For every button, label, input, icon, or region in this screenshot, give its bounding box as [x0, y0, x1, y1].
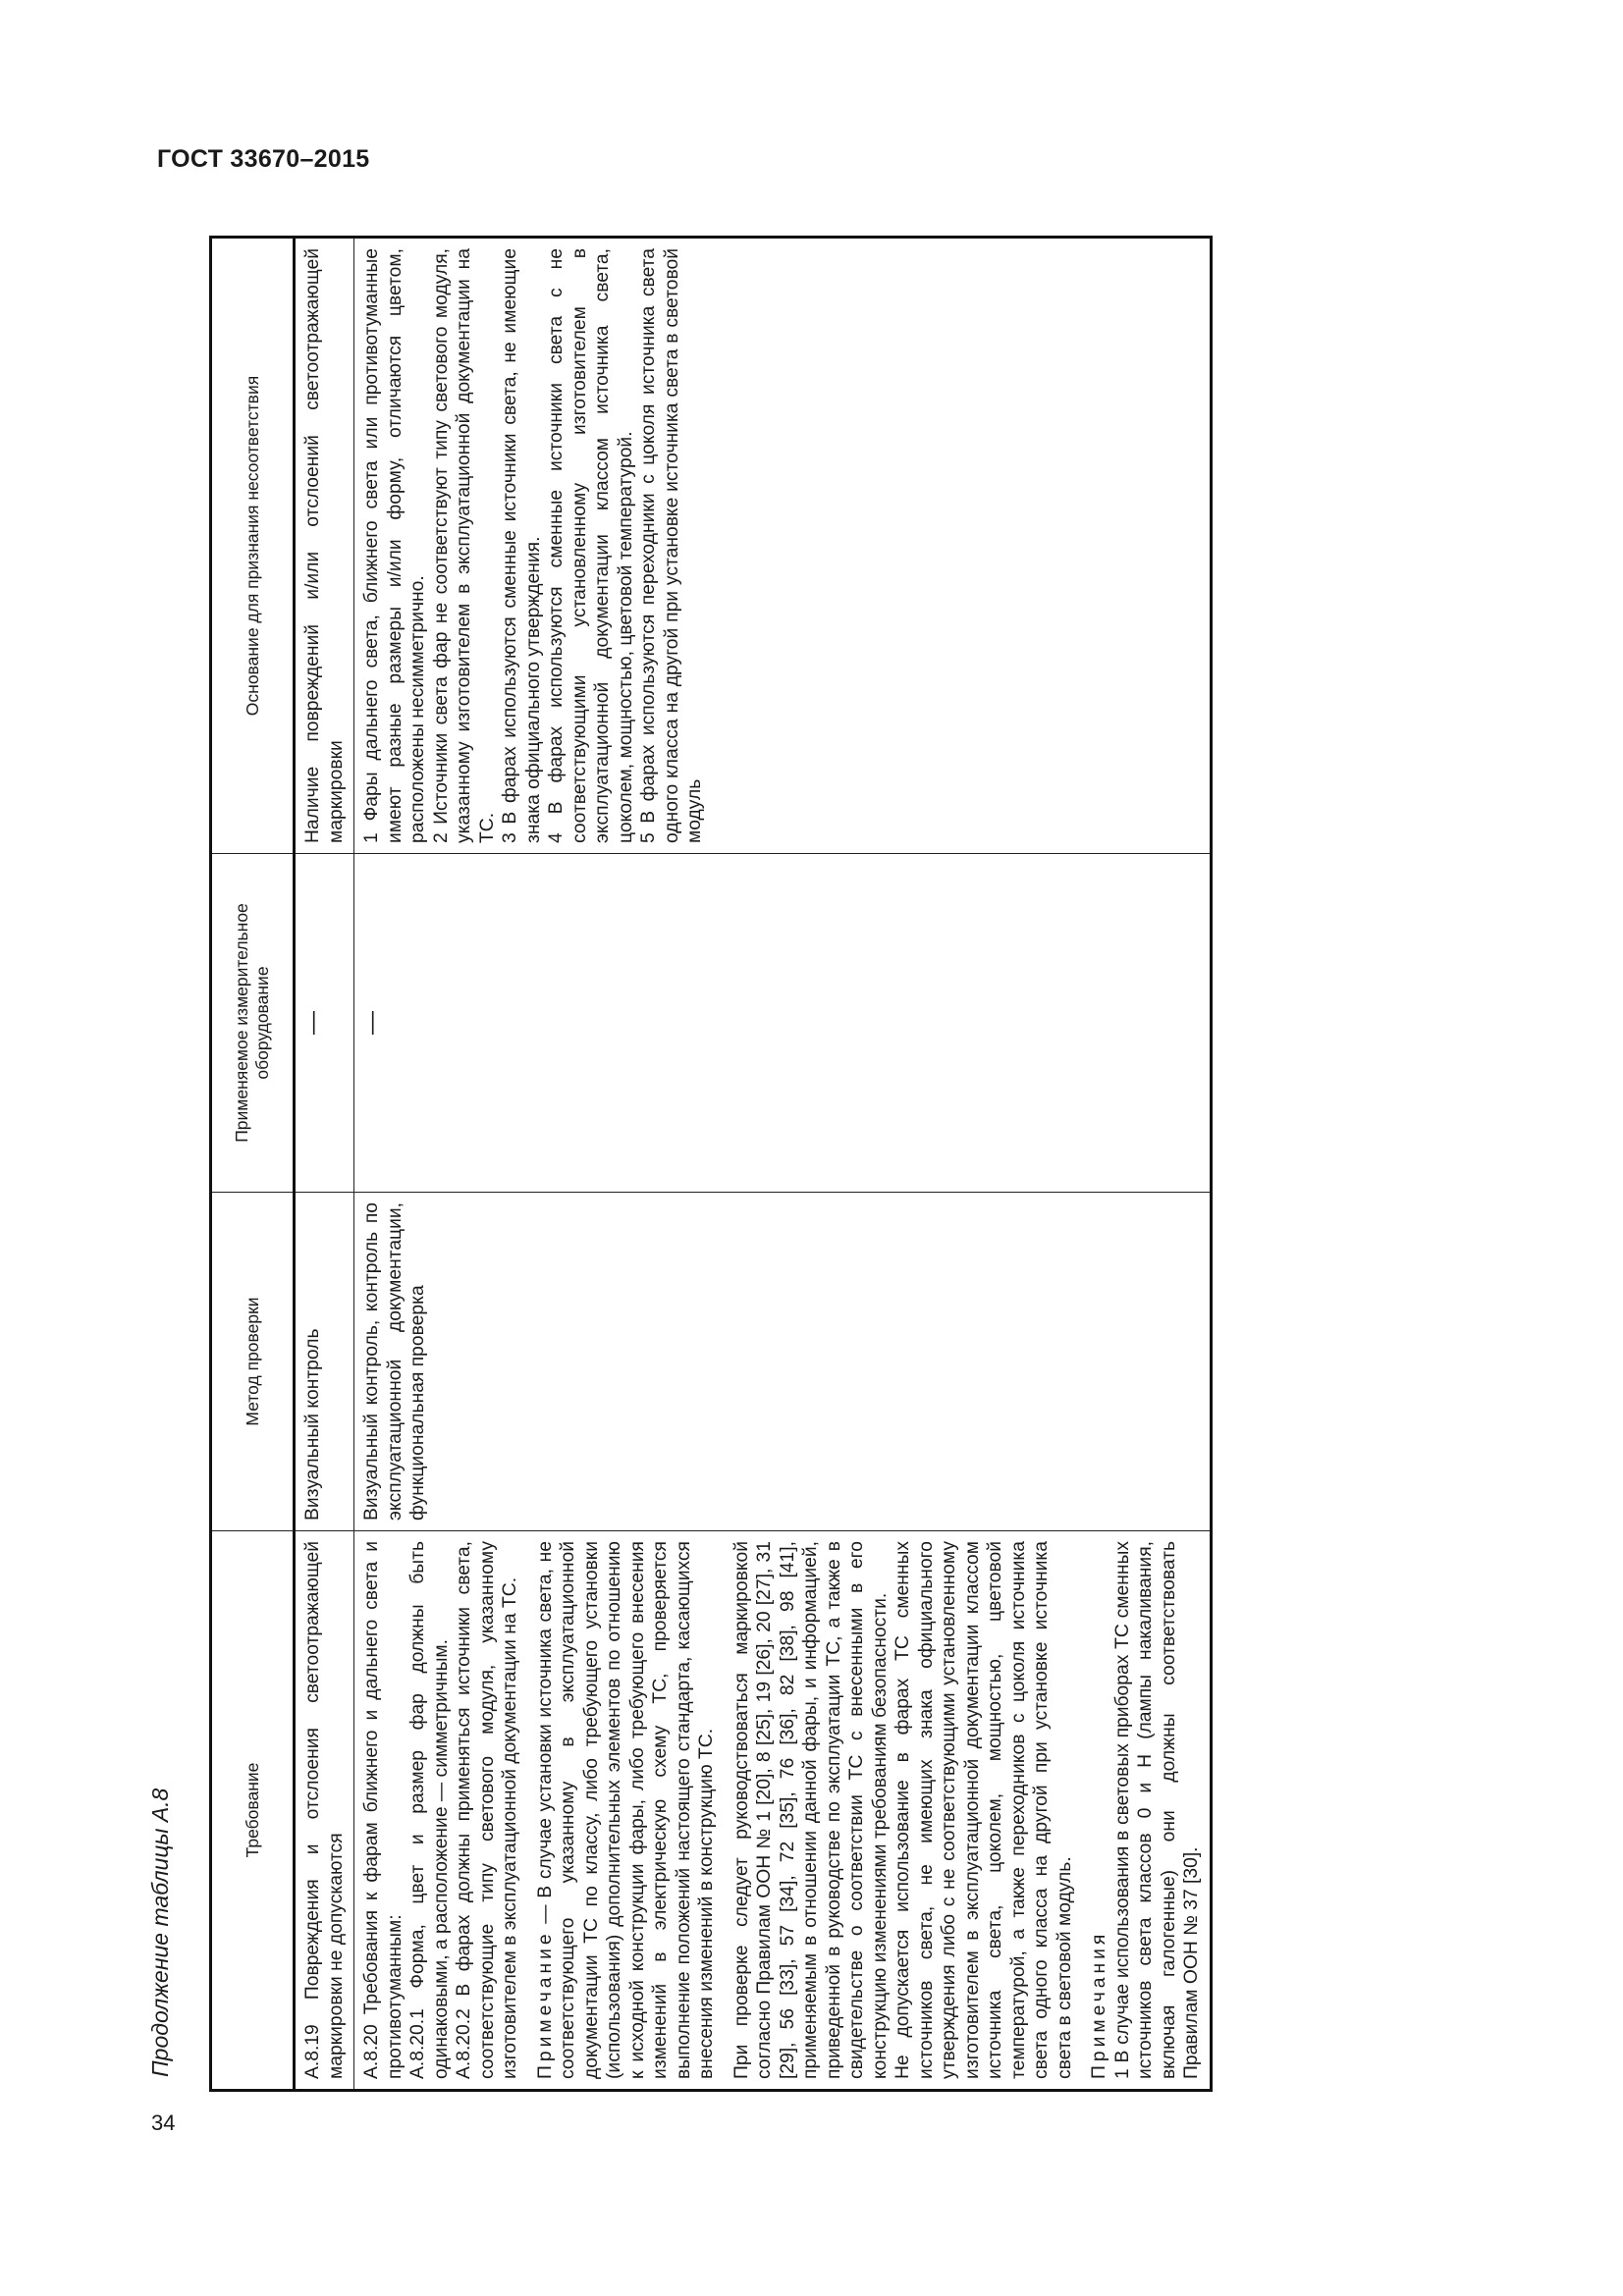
- note-paragraph: [534, 1541, 719, 2079]
- table-row: [354, 238, 1212, 2091]
- document-header: ГОСТ 33670–2015: [157, 145, 370, 173]
- basis-cell: [354, 238, 1212, 854]
- requirement-text: При проверке следует руководствоваться маркировкой согласно Правилам ООН № 1 [20], 8 [25], 19 [26], 20 [27], 31 [29], 56 [33], 57 [34], 72 [35], 76 [36], 82 [38], 98 [41], применяемым в отношении данной фары, и информацией, приведенной в руководстве по эксплуатации ТС, а также в свидетельстве о соответствии ТС с внесенными в его конструкцию изменениями требованиям безопасности.: [730, 1541, 891, 2079]
- basis-item: 1 Фары дальнего света, ближнего света или противотуманные имеют разные размеры и/или форму, отличаются цветом, расположены несимметрично.: [361, 248, 428, 843]
- table-header-row: [211, 238, 295, 2091]
- note-label: Примечание: [534, 1930, 556, 2079]
- note-text: — В случае установки источника света, не соответствующего указанному в эксплуатационной документации ТС по классу, либо требующего установки (использования) дополнительных элементов по отношению к исходной конструкции фары, либо требующего внесения изменений в электрическую схему ТС, проверяется выполнение положений настоящего стандарта, касающихся внесения изменений в конструкцию ТС.: [534, 1541, 717, 2079]
- table-row: [295, 238, 354, 2091]
- notes-text: 1 В случае использования в световых приборах ТС сменных источников света классов 0 и Н (лампы накаливания, включая галогенные) они должны соответствовать Правилам ООН № 37 [30].: [1111, 1541, 1202, 2079]
- equipment-cell: —: [295, 854, 354, 1193]
- rotated-table-container: [209, 239, 1470, 2092]
- page-number: 34: [151, 2110, 176, 2135]
- requirement-text: А.8.20.1 Форма, цвет и размер фар должны быть одинаковыми, а расположение — симметричным.: [407, 1541, 452, 2079]
- requirement-cell: [354, 1531, 1212, 2091]
- basis-item: 5 В фарах используются переходники с цоколя источника света одного класса на другой при установке источника света в световой модуль: [638, 248, 705, 843]
- method-cell: Визуальный контроль: [295, 1193, 354, 1531]
- basis-text: Наличие повреждений и/или отслоений светоотражающей маркировки: [302, 248, 347, 843]
- header-equipment: Применяемое измерительное оборудование: [211, 854, 295, 1193]
- table-caption: Продолжение таблицы А.8: [147, 1788, 173, 2077]
- requirements-table: [209, 236, 1213, 2092]
- basis-item: 2 Источники света фар не соответствуют типу светового модуля, указанному изготовителем в эксплуатационной документации на ТС.: [430, 248, 498, 843]
- basis-item: 3 В фарах используются сменные источники света, не имеющие знака официального утверждения.: [500, 248, 544, 843]
- requirement-text: Не допускается использование в фарах ТС сменных источников света, не имеющих знака официального утверждения либо с не соответствующими установленному изготовителем в эксплуатационной документации классом источника света, цоколем, мощностью, цветовой температурой, а также переходников с цоколя источника света одного класса на другой при установке источника света в световой модуль.: [893, 1541, 1075, 2079]
- requirement-text: А.8.20 Требования к фарам ближнего и дальнего света и противотуманным:: [361, 1541, 406, 2079]
- header-basis: Основание для признания несоответствия: [211, 238, 295, 854]
- header-method: Метод проверки: [211, 1193, 295, 1531]
- requirement-cell: [295, 1531, 354, 2091]
- equipment-cell: —: [354, 854, 1212, 1193]
- requirement-text: А.8.20.2 В фарах должны применяться источники света, соответствующие типу светового модуля, указанному изготовителем в эксплуатационной документации на ТС.: [454, 1541, 520, 2079]
- notes-label: Примечания: [1089, 1930, 1109, 2079]
- requirement-text: А.8.19 Повреждения и отслоения светоотражающей маркировки не допускаются: [302, 1541, 347, 2079]
- method-cell: Визуальный контроль, контроль по эксплуатационной документации, функциональная проверка: [354, 1193, 1212, 1531]
- basis-cell: [295, 238, 354, 854]
- basis-item: 4 В фарах используются сменные источники света с не соответствующими установленному изготовителем в эксплуатационной документации классом источника света, цоколем, мощностью, цветовой температурой.: [546, 248, 636, 843]
- header-requirement: Требование: [211, 1531, 295, 2091]
